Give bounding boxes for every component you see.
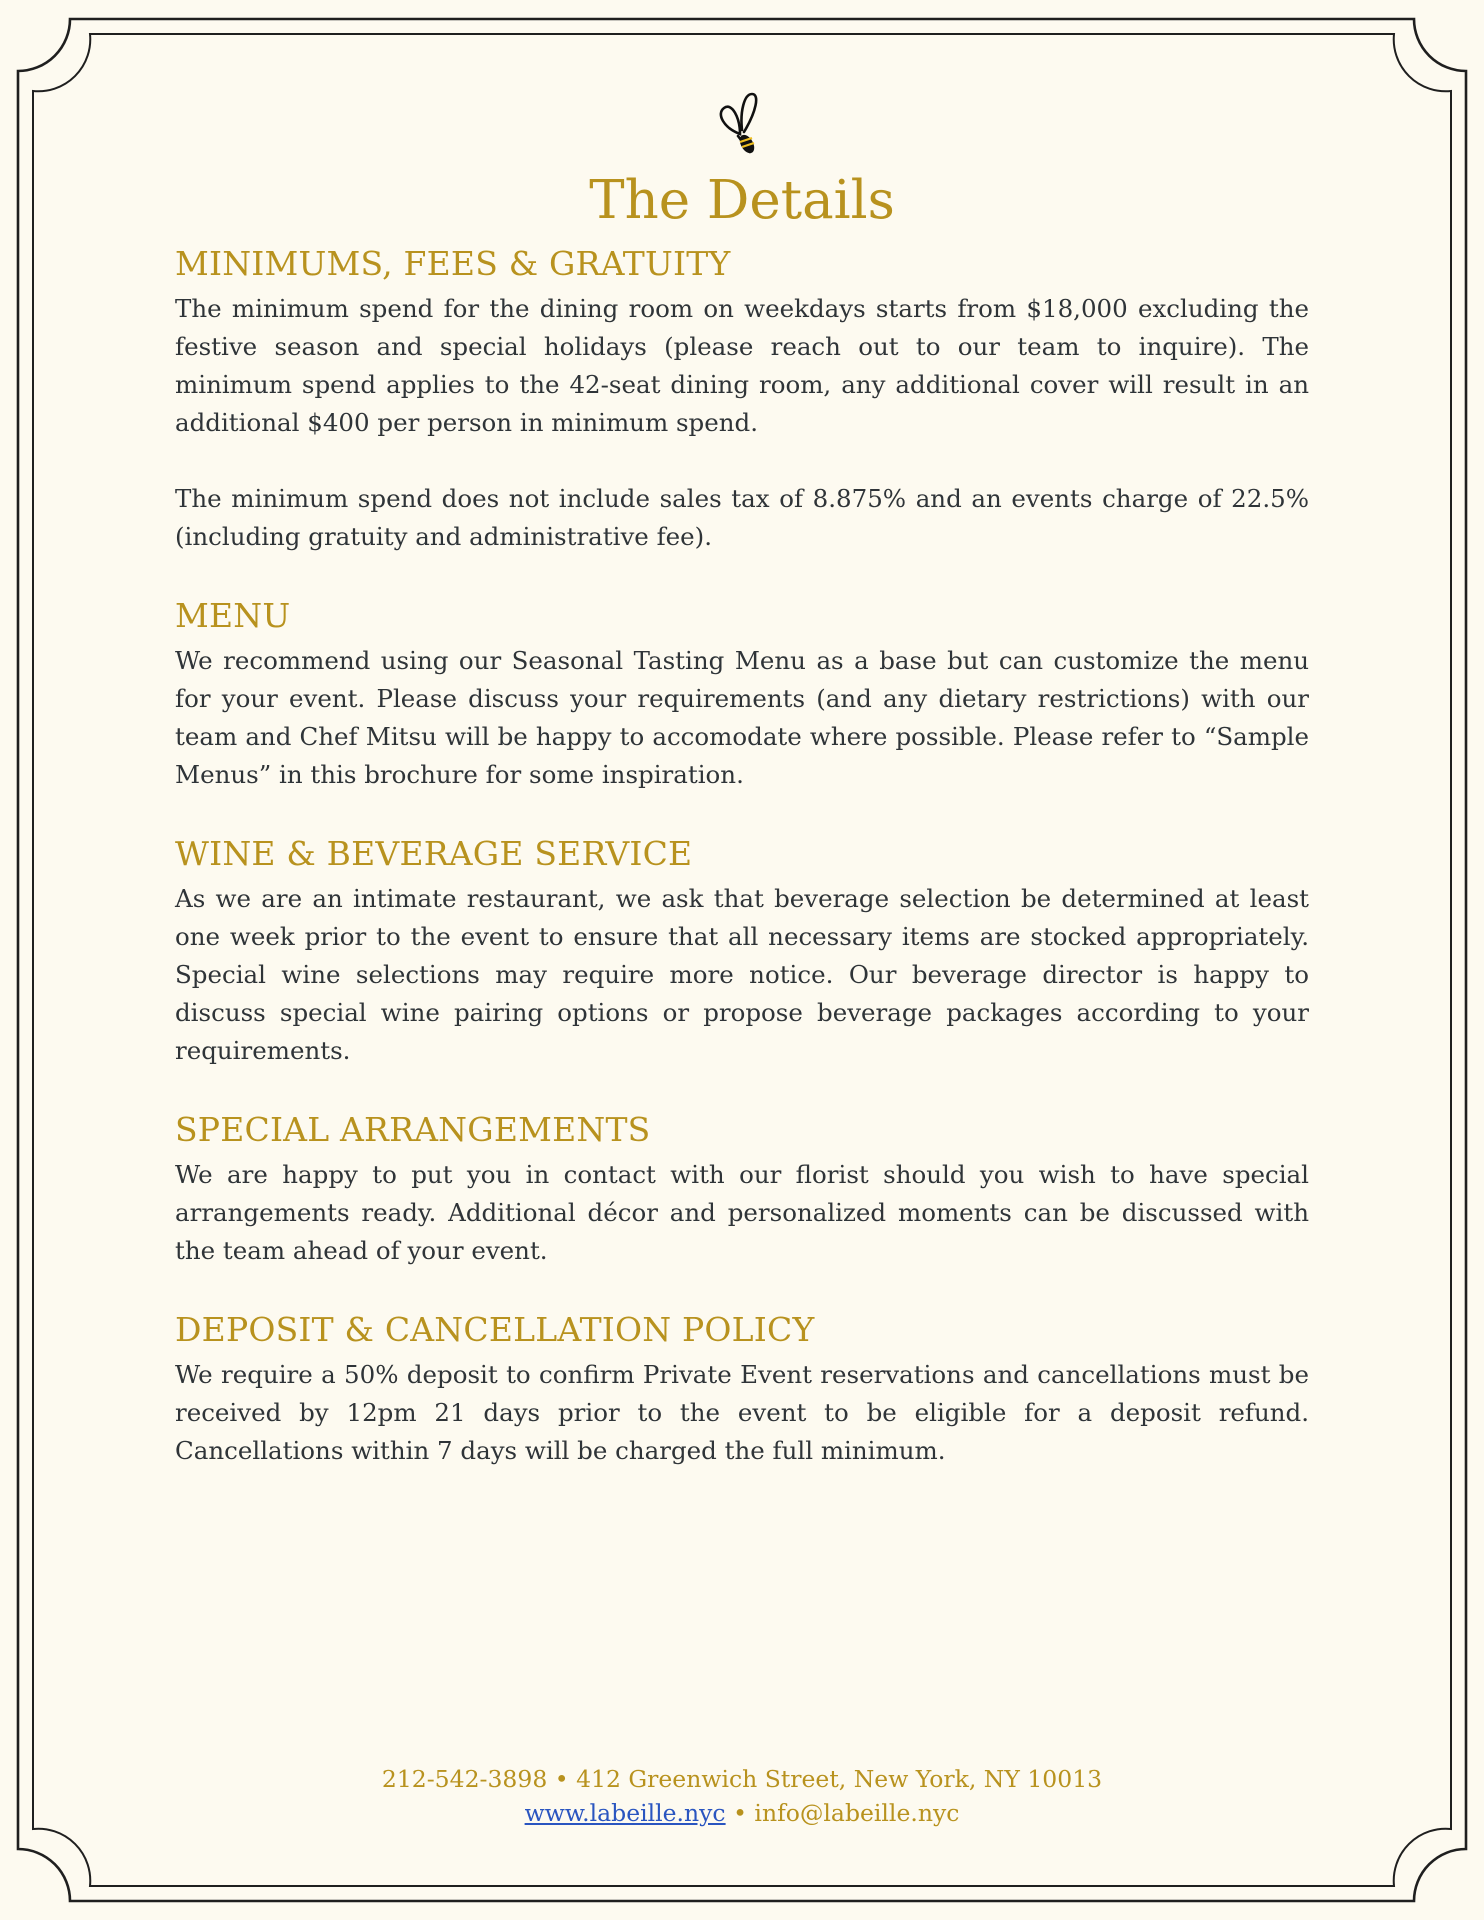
section-paragraph: We require a 50% deposit to confirm Private Event reservations and cancellations must be received by 12pm 21 days prior to the event to be eligible for a deposit refund. Cancellations within 7 days will be charged the full minimum.	[175, 1360, 1309, 1465]
website-link[interactable]: www.labeille.nyc	[524, 1799, 726, 1827]
details-content	[175, 240, 1309, 1506]
section-paragraph: The minimum spend does not include sales tax of 8.875% and an events charge of 22.5% (including gratuity and administrative fee).	[175, 484, 1309, 551]
section-paragraph: The minimum spend for the dining room on weekdays starts from $18,000 excluding the festive season and special holidays (please reach out to our team to inquire). The minimum spend applies to the 42-seat dining room, any additional cover will result in an additional $400 per person in minimum spend.	[175, 294, 1309, 437]
footer-separator: •	[725, 1799, 755, 1827]
section-heading: MINIMUMS, FEES & GRATUITY	[175, 244, 731, 283]
section-heading: MENU	[175, 596, 291, 635]
section-paragraph: We are happy to put you in contact with our florist should you wish to have special arrangements ready. Additional décor and personalized moments can be discussed with the team ahead of your event.	[175, 1160, 1309, 1265]
bee-logo-icon	[702, 84, 782, 164]
section-heading: DEPOSIT & CANCELLATION POLICY	[175, 1310, 815, 1349]
contact-phone-address: 212-542-3898 • 412 Greenwich Street, New York, NY 10013	[381, 1765, 1103, 1793]
section-wine-beverage	[175, 830, 1309, 1070]
section-special-arrangements	[175, 1106, 1309, 1270]
section-paragraph: We recommend using our Seasonal Tasting Menu as a base but can customize the menu for your event. Please discuss your requirements (and any dietary restrictions) with our team and Chef Mitsu will be happy to accomodate where possible. Please refer to “Sample Menus” in this brochure for some inspiration.	[175, 646, 1309, 789]
contact-footer	[0, 1762, 1484, 1830]
email-address: info@labeille.nyc	[754, 1799, 960, 1827]
page-title: The Details	[589, 170, 895, 231]
section-menu	[175, 592, 1309, 794]
section-heading: SPECIAL ARRANGEMENTS	[175, 1110, 651, 1149]
section-minimums	[175, 240, 1309, 556]
section-paragraph: As we are an intimate restaurant, we ask that beverage selection be determined at least one week prior to the event to ensure that all necessary items are stocked appropriately. Special wine selections may require more notice. Our beverage director is happy to discuss special wine pairing options or propose beverage packages according to your requirements.	[175, 884, 1309, 1065]
contact-web-email	[0, 1796, 1484, 1830]
section-deposit-cancellation	[175, 1306, 1309, 1470]
section-heading: WINE & BEVERAGE SERVICE	[175, 834, 693, 873]
